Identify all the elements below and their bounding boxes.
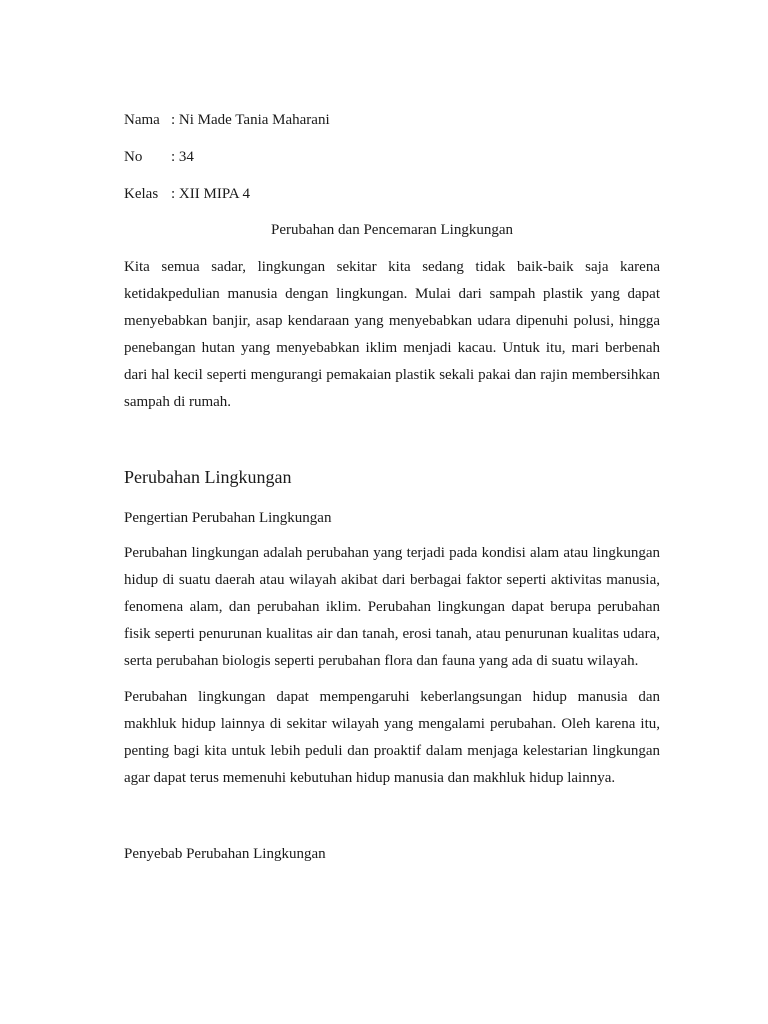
intro-paragraph: Kita semua sadar, lingkungan sekitar kita sedang tidak baik-baik saja karena ketidakpedulian manusia dengan lingkungan. Mulai dari sampah plastik yang dapat menyebabkan banjir, asap kendaraan yang menyebabkan udara dipenuhi polusi, hingga penebangan hutan yang menyebabkan iklim menjadi kacau. Untuk itu, mari berbenah dari hal kecil seperti mengurangi pemakaian plastik sekali pakai dan rajin membersihkan sampah di rumah. <box>124 259 660 410</box>
identity-number-row <box>124 148 194 166</box>
subheading-pengertian: Pengertian Perubahan Lingkungan <box>124 510 332 526</box>
section-heading-perubahan-lingkungan: Perubahan Lingkungan <box>124 467 292 487</box>
impact-paragraph: Perubahan lingkungan dapat mempengaruhi keberlangsungan hidup manusia dan makhluk hidup lainnya di sekitar wilayah yang mengalami perubahan. Oleh karena itu, penting bagi kita untuk lebih peduli dan proaktif dalam menjaga kelestarian lingkungan agar dapat terus memenuhi kebutuhan hidup manusia dan makhluk hidup lainnya. <box>124 689 660 786</box>
class-value: : XII MIPA 4 <box>171 186 251 202</box>
subheading-penyebab: Penyebab Perubahan Lingkungan <box>124 846 326 862</box>
identity-name-row <box>124 111 330 129</box>
name-value: : Ni Made Tania Maharani <box>171 112 330 128</box>
number-label: No <box>124 149 143 165</box>
document-title: Perubahan dan Pencemaran Lingkungan <box>271 222 513 238</box>
identity-class-row <box>124 185 250 203</box>
number-value: : 34 <box>171 149 194 165</box>
class-label: Kelas <box>124 186 159 202</box>
definition-paragraph: Perubahan lingkungan adalah perubahan yang terjadi pada kondisi alam atau lingkungan hidup di suatu daerah atau wilayah akibat dari berbagai faktor seperti aktivitas manusia, fenomena alam, dan perubahan iklim. Perubahan lingkungan dapat berupa perubahan fisik seperti penurunan kualitas air dan tanah, erosi tanah, atau penurunan kualitas udara, serta perubahan biologis seperti perubahan flora dan fauna yang ada di suatu wilayah. <box>124 545 660 669</box>
name-label: Nama <box>124 112 160 128</box>
